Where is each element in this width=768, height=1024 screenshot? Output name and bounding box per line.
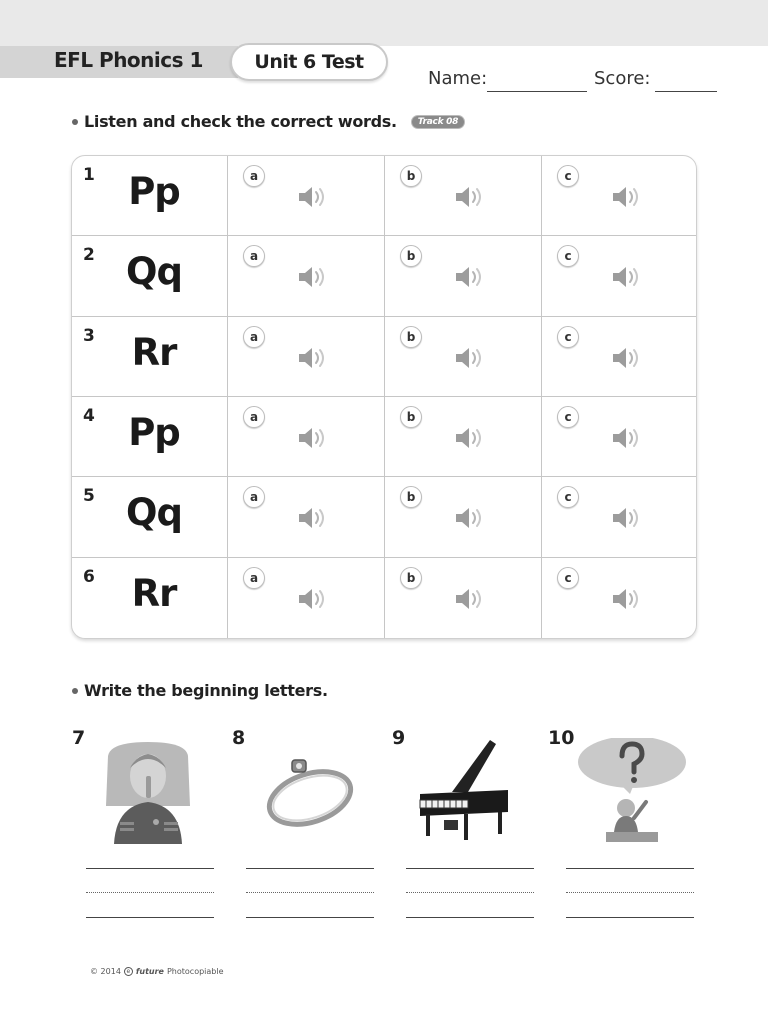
writing-line[interactable] — [86, 868, 214, 869]
option-checkbox[interactable]: c — [557, 406, 579, 428]
answer-option-cell[interactable] — [542, 558, 697, 638]
answer-option-cell[interactable] — [542, 477, 697, 557]
answer-option-cell[interactable] — [228, 317, 385, 397]
target-letters: Pp — [128, 170, 180, 213]
question-number: 1 — [83, 165, 95, 185]
speaker-icon[interactable] — [454, 345, 484, 371]
speaker-icon[interactable] — [611, 345, 641, 371]
answer-option-cell[interactable] — [385, 477, 542, 557]
answer-option-cell[interactable] — [228, 477, 385, 557]
option-checkbox[interactable]: c — [557, 486, 579, 508]
writing-line[interactable] — [246, 917, 374, 918]
question-number: 3 — [83, 325, 95, 346]
quiet-icon — [100, 742, 196, 844]
target-letters: Rr — [131, 330, 177, 374]
speaker-icon[interactable] — [297, 184, 327, 210]
track-badge: Track 08 — [411, 115, 465, 129]
top-band — [0, 0, 768, 46]
instruction-write — [72, 681, 328, 700]
option-checkbox[interactable]: a — [243, 567, 265, 589]
speaker-icon[interactable] — [297, 264, 327, 290]
answer-option-cell[interactable] — [542, 317, 697, 397]
writing-line[interactable] — [566, 917, 694, 918]
item-number: 9 — [392, 727, 406, 749]
speaker-icon[interactable] — [454, 425, 484, 451]
item-number: 7 — [72, 727, 86, 749]
speaker-icon[interactable] — [454, 505, 484, 531]
question-cell — [72, 558, 228, 638]
writing-midline — [406, 892, 534, 893]
item-number: 8 — [232, 727, 246, 749]
answer-option-cell[interactable] — [385, 317, 542, 397]
question-number: 4 — [83, 406, 95, 426]
instruction-write-text: Write the beginning letters. — [84, 681, 328, 700]
answer-option-cell[interactable] — [385, 156, 542, 236]
speaker-icon[interactable] — [611, 264, 641, 290]
option-checkbox[interactable]: c — [557, 326, 579, 348]
question-cell — [72, 317, 228, 397]
writing-line[interactable] — [246, 868, 374, 869]
question-cell — [72, 156, 228, 236]
score-field[interactable] — [655, 91, 717, 92]
option-checkbox[interactable]: a — [243, 165, 265, 187]
score-label: Score: — [594, 68, 651, 89]
writing-line[interactable] — [406, 917, 534, 918]
option-checkbox[interactable]: c — [557, 567, 579, 589]
answer-option-cell[interactable] — [385, 236, 542, 316]
question-number: 5 — [83, 486, 95, 507]
target-letters: Qq — [126, 491, 182, 535]
listen-table — [71, 155, 697, 639]
speaker-icon[interactable] — [611, 184, 641, 210]
brand-name: future — [135, 967, 164, 976]
answer-option-cell[interactable] — [228, 156, 385, 236]
option-checkbox[interactable]: c — [557, 165, 579, 187]
option-checkbox[interactable]: b — [400, 326, 422, 348]
option-checkbox[interactable]: a — [243, 245, 265, 267]
ring-icon — [262, 754, 358, 828]
copyright-text: © 2014 — [90, 967, 121, 976]
name-label: Name: — [428, 68, 488, 89]
question-number: 6 — [83, 566, 95, 587]
item-number: 10 — [548, 727, 575, 749]
question-icon — [576, 738, 688, 844]
answer-option-cell[interactable] — [542, 236, 697, 316]
answer-option-cell[interactable] — [542, 397, 697, 477]
question-cell — [72, 477, 228, 557]
bullet-icon — [72, 119, 78, 125]
speaker-icon[interactable] — [611, 586, 641, 612]
name-field[interactable] — [487, 91, 587, 92]
speaker-icon[interactable] — [611, 425, 641, 451]
option-checkbox[interactable]: b — [400, 406, 422, 428]
answer-option-cell[interactable] — [228, 236, 385, 316]
target-letters: Qq — [126, 250, 182, 294]
speaker-icon[interactable] — [454, 264, 484, 290]
answer-option-cell[interactable] — [385, 397, 542, 477]
answer-option-cell[interactable] — [542, 156, 697, 236]
answer-option-cell[interactable] — [228, 558, 385, 638]
writing-line[interactable] — [566, 868, 694, 869]
footer — [90, 967, 224, 976]
option-checkbox[interactable]: b — [400, 486, 422, 508]
question-cell — [72, 236, 228, 316]
bullet-icon — [72, 688, 78, 694]
question-number: 2 — [83, 245, 95, 266]
speaker-icon[interactable] — [611, 505, 641, 531]
writing-midline — [566, 892, 694, 893]
option-checkbox[interactable]: b — [400, 245, 422, 267]
instruction-listen-text: Listen and check the correct words. — [84, 112, 397, 131]
unit-title: Unit 6 Test — [230, 43, 388, 81]
speaker-icon[interactable] — [297, 425, 327, 451]
target-letters: Pp — [128, 411, 180, 454]
speaker-icon[interactable] — [454, 184, 484, 210]
writing-midline — [246, 892, 374, 893]
series-title: EFL Phonics 1 — [54, 48, 203, 72]
writing-line[interactable] — [406, 868, 534, 869]
writing-line[interactable] — [86, 917, 214, 918]
photocopiable-note: Photocopiable — [166, 967, 224, 976]
option-checkbox[interactable]: b — [400, 567, 422, 589]
piano-icon — [416, 738, 510, 844]
speaker-icon[interactable] — [297, 345, 327, 371]
instruction-listen — [72, 112, 465, 131]
option-checkbox[interactable]: c — [557, 245, 579, 267]
target-letters: Rr — [131, 571, 177, 615]
answer-option-cell[interactable] — [228, 397, 385, 477]
speaker-icon[interactable] — [454, 586, 484, 612]
option-checkbox[interactable]: a — [243, 326, 265, 348]
answer-option-cell[interactable] — [385, 558, 542, 638]
speaker-icon[interactable] — [297, 586, 327, 612]
option-checkbox[interactable]: a — [243, 486, 265, 508]
option-checkbox[interactable]: a — [243, 406, 265, 428]
option-checkbox[interactable]: b — [400, 165, 422, 187]
writing-midline — [86, 892, 214, 893]
speaker-icon[interactable] — [297, 505, 327, 531]
brand-logo-icon: e — [124, 967, 133, 976]
question-cell — [72, 397, 228, 477]
